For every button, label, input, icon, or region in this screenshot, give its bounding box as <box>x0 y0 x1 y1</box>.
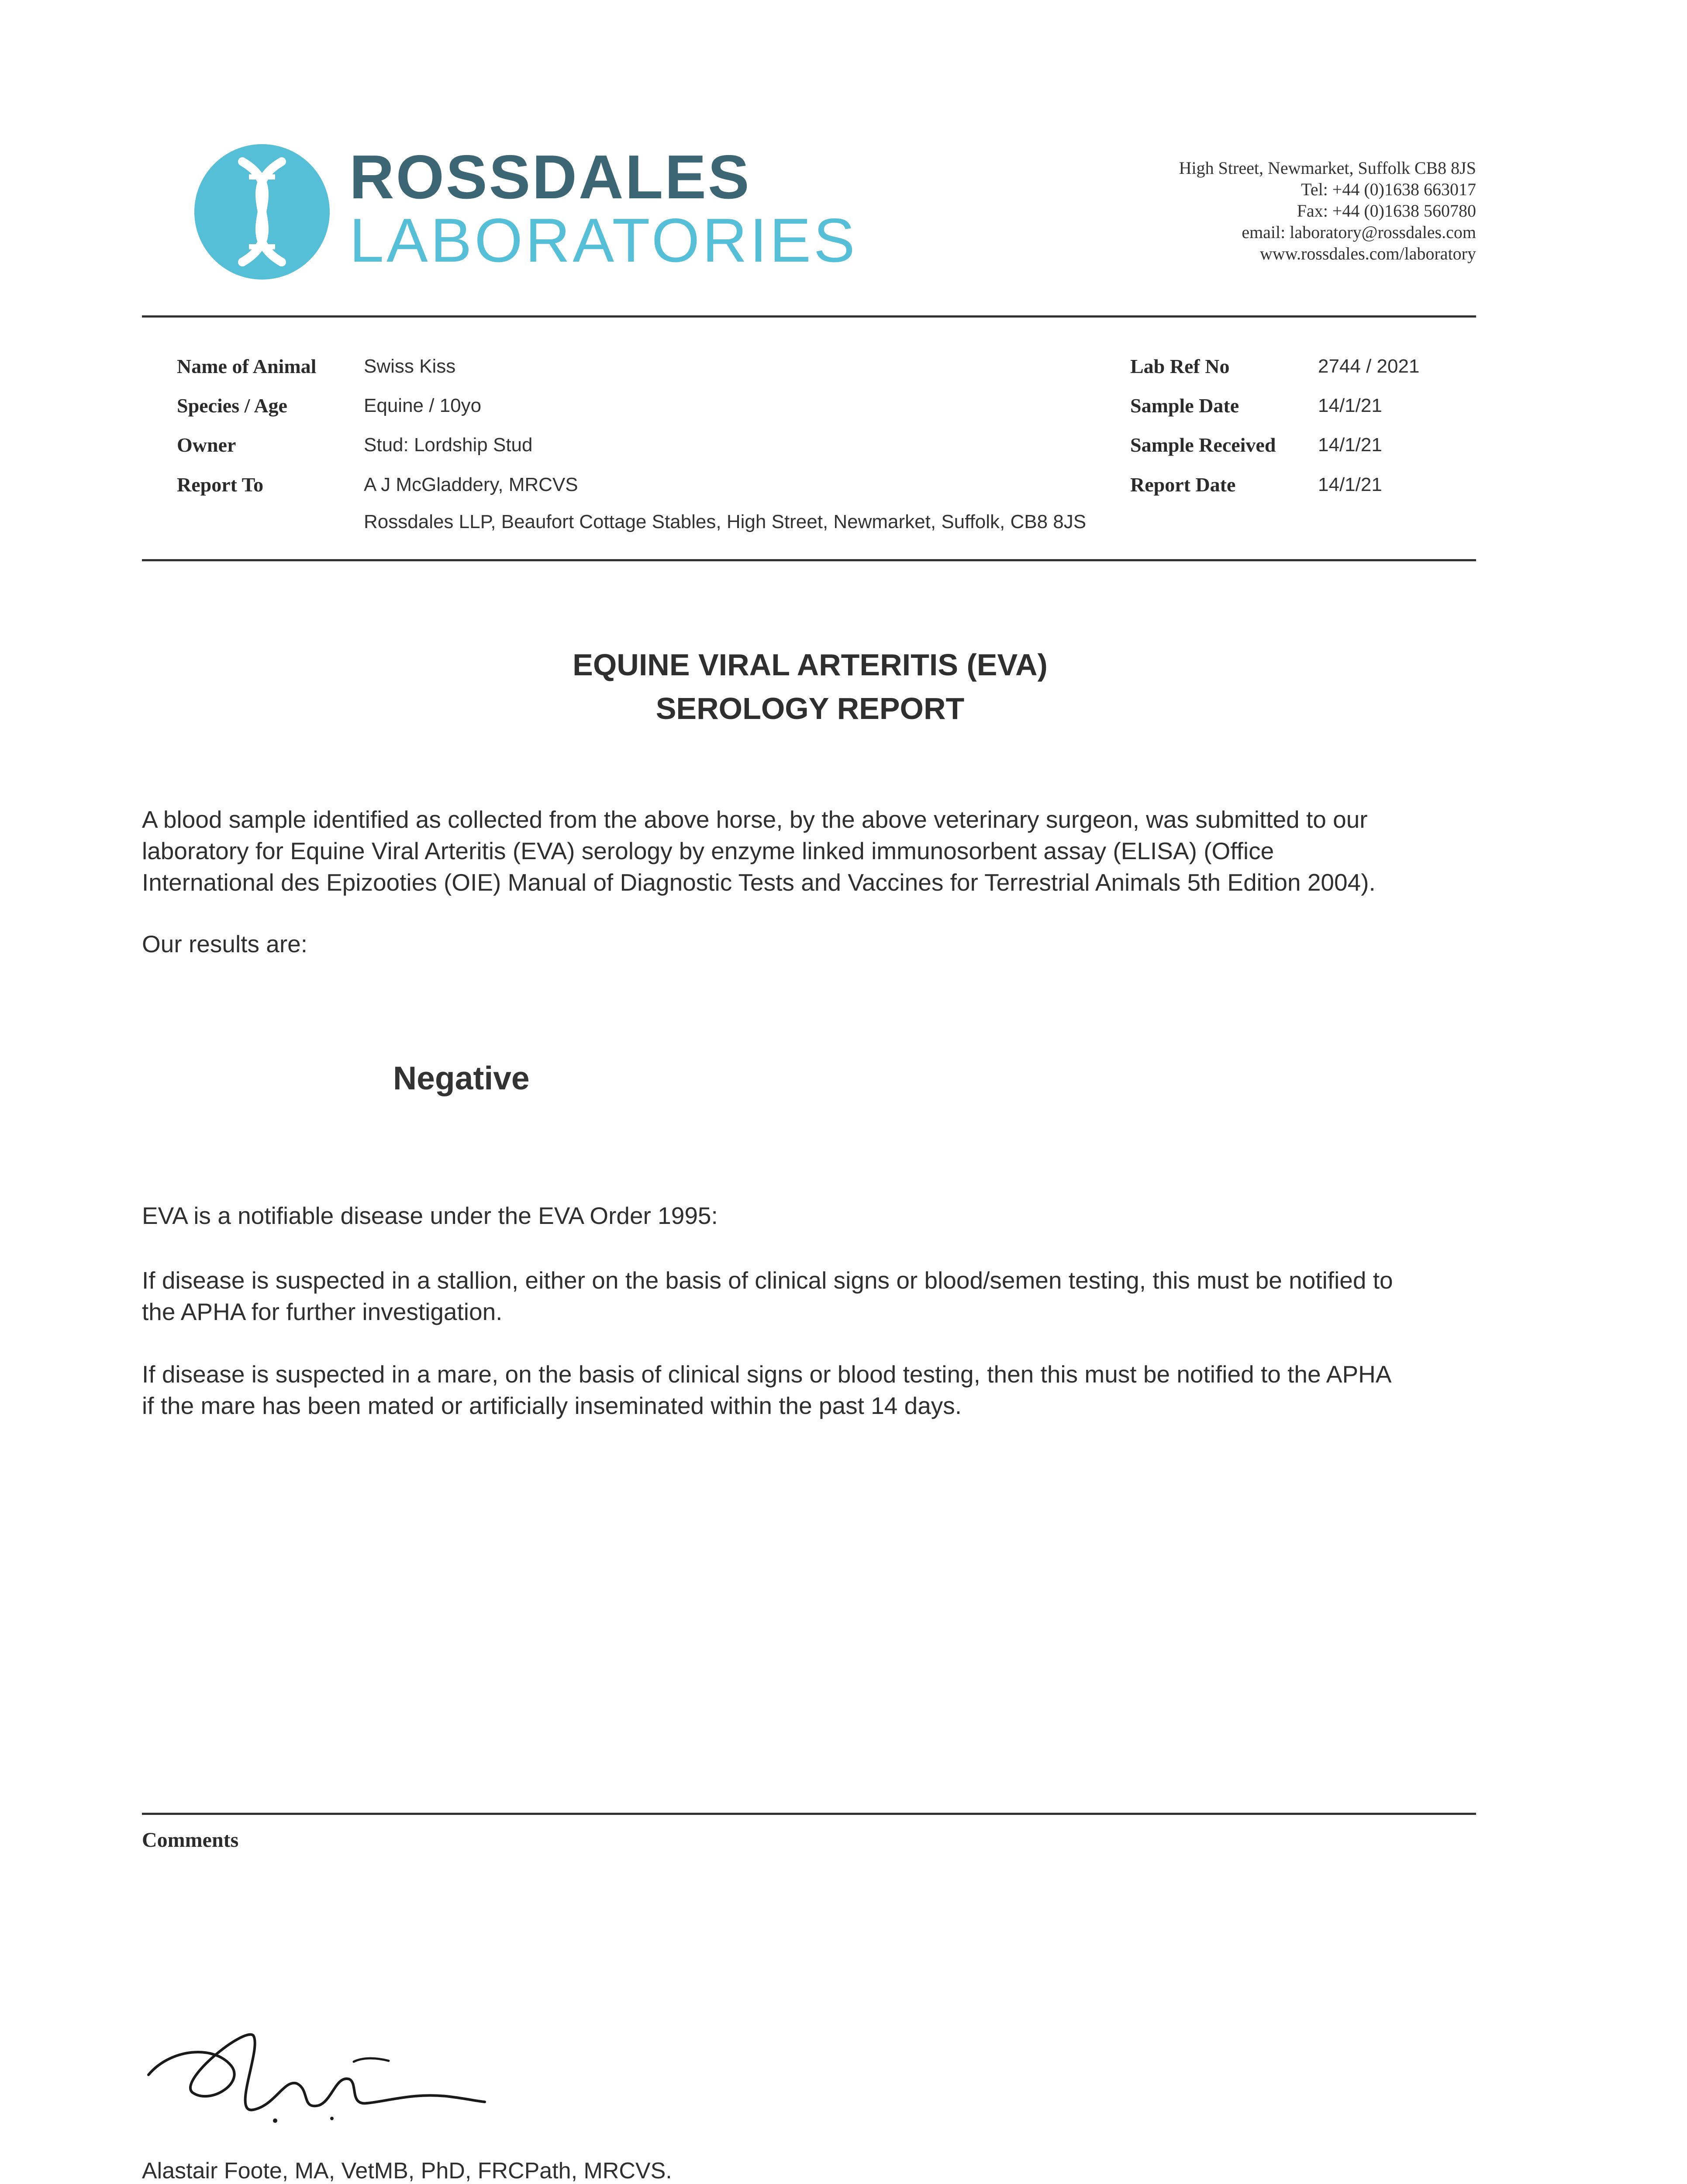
dna-helix-icon <box>194 144 330 280</box>
value-report-to-address: Rossdales LLP, Beaufort Cottage Stables, High Street, Newmarket, Suffolk, CB8 8JS <box>364 511 1087 532</box>
label-lab-ref-no: Lab Ref No <box>1130 355 1230 377</box>
value-sample-date: 14/1/21 <box>1318 395 1382 416</box>
report-subtitle: SEROLOGY REPORT <box>655 691 965 726</box>
contact-web: www.rossdales.com/laboratory <box>1259 244 1476 263</box>
label-sample-date: Sample Date <box>1130 394 1239 417</box>
brand-name: ROSSDALES <box>349 142 751 212</box>
mare-line: if the mare has been mated or artificially inseminated within the past 14 days. <box>142 1392 962 1419</box>
intro-line: A blood sample identified as collected from the above horse, by the above veterinary surgeon, was submitted to our <box>142 806 1368 833</box>
stallion-line: If disease is suspected in a stallion, either on the basis of clinical signs or blood/semen testing, this must be notified to <box>142 1267 1393 1294</box>
mare-line: If disease is suspected in a mare, on the basis of clinical signs or blood testing, then this must be notified to the APHA <box>142 1361 1392 1388</box>
label-sample-received: Sample Received <box>1130 434 1276 456</box>
value-species-age: Equine / 10yo <box>364 395 482 416</box>
stallion-line: the APHA for further investigation. <box>142 1298 503 1325</box>
label-name-of-animal: Name of Animal <box>177 355 317 377</box>
header-divider <box>142 315 1476 318</box>
contact-address: High Street, Newmarket, Suffolk CB8 8JS <box>1179 158 1476 178</box>
results-lead: Our results are: <box>142 930 308 957</box>
report-title: EQUINE VIRAL ARTERITIS (EVA) <box>573 648 1048 682</box>
value-report-date: 14/1/21 <box>1318 474 1382 495</box>
contact-email: email: laboratory@rossdales.com <box>1242 222 1476 242</box>
signer-name: Alastair Foote, MA, VetMB, PhD, FRCPath, MRCVS. <box>142 2158 672 2184</box>
info-divider <box>142 559 1476 561</box>
notifiable-statement: EVA is a notifiable disease under the EVA Order 1995: <box>142 1202 718 1229</box>
contact-tel: Tel: +44 (0)1638 663017 <box>1301 180 1476 199</box>
intro-line: International des Epizooties (OIE) Manual of Diagnostic Tests and Vaccines for Terrestrial Animals 5th Edition 2004). <box>142 869 1376 896</box>
value-name-of-animal: Swiss Kiss <box>364 356 456 377</box>
label-species-age: Species / Age <box>177 394 287 417</box>
intro-paragraph <box>142 804 1496 898</box>
value-report-to: A J McGladdery, MRCVS <box>364 474 578 495</box>
logo-mark <box>194 144 330 280</box>
signature-image <box>144 2009 493 2132</box>
test-result: Negative <box>393 1060 530 1096</box>
label-report-date: Report Date <box>1130 473 1236 496</box>
contact-fax: Fax: +44 (0)1638 560780 <box>1297 201 1476 221</box>
comments-divider <box>142 1813 1476 1815</box>
label-owner: Owner <box>177 434 236 456</box>
brand-subname: LABORATORIES <box>349 206 858 275</box>
mare-paragraph <box>142 1358 1496 1421</box>
contact-block <box>1179 157 1476 264</box>
label-report-to: Report To <box>177 473 264 496</box>
comments-label: Comments <box>142 1828 239 1852</box>
value-lab-ref-no: 2744 / 2021 <box>1318 356 1420 377</box>
value-sample-received: 14/1/21 <box>1318 434 1382 456</box>
intro-line: laboratory for Equine Viral Arteritis (EVA) serology by enzyme linked immunosorbent assay (ELISA) (Office <box>142 837 1274 864</box>
value-owner: Stud: Lordship Stud <box>364 434 533 456</box>
stallion-paragraph <box>142 1265 1496 1327</box>
